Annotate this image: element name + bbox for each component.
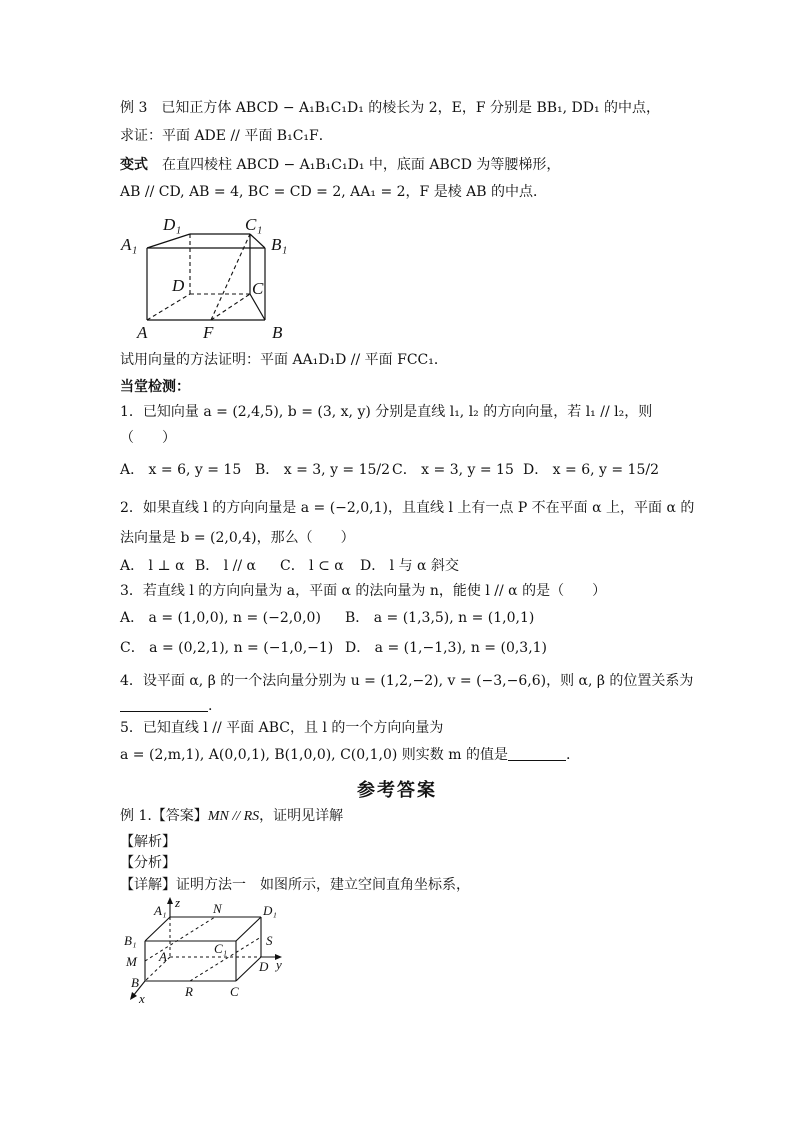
q2-option-d: D． l 与 α 斜交 (360, 558, 459, 574)
label-b1: B₁ (124, 933, 137, 948)
label-d1: D₁ (263, 903, 277, 918)
q1-option-b: B． x = 3, y = 15/2 (255, 462, 391, 478)
label-d: D (259, 959, 269, 974)
q4-answer-line (120, 696, 212, 716)
answer-ex1-suffix: ，证明见详解 (259, 808, 344, 824)
label-a: A (137, 323, 148, 342)
variant-line2: AB // CD, AB = 4, BC = CD = 2, AA₁ = 2，F 是棱 AB 的中点． (120, 184, 548, 200)
label-n: N (213, 901, 222, 916)
variant-line1 (120, 155, 560, 175)
answers-title: 参考答案 (357, 780, 437, 801)
check-heading: 当堂检测： (120, 379, 190, 395)
q5-stem2-line (120, 745, 570, 765)
variant-text: 在直四棱柱 ABCD − A₁B₁C₁D₁ 中，底面 ABCD 为等腰梯形， (148, 157, 561, 173)
label-c1: C₁ (245, 215, 263, 234)
q5-end: . (565, 747, 571, 763)
label-x: x (139, 991, 145, 1006)
q4-blank (120, 697, 208, 712)
q1-paren: （ ） (120, 430, 176, 446)
label-d1: D₁ (163, 215, 182, 234)
label-y: y (276, 957, 282, 972)
q1-option-a: A． x = 6, y = 15 (120, 462, 242, 478)
answer-detail: 【详解】证明方法一 如图所示，建立空间直角坐标系， (120, 877, 470, 893)
prism-figure (115, 208, 305, 344)
q2-option-a: A． l ⊥ α (120, 558, 185, 574)
answer-ex1 (120, 806, 343, 827)
label-a: A (159, 949, 167, 964)
z-arrowhead (167, 897, 173, 904)
edge-a-d (147, 294, 190, 320)
answer-ex1-value: MN // RS (207, 809, 260, 824)
edge-c-d (236, 957, 261, 981)
q4-stem: 4．设平面 α, β 的一个法向量分别为 u = (1,2,−2), v = (−3,−6,6)，则 α, β 的位置关系为 (120, 673, 694, 689)
q2-option-c: C． l ⊂ α (280, 558, 344, 574)
q5-stem2: a = (2,m,1), A(0,0,1), B(1,0,0), C(0,1,0) 则实数 m 的值是 (120, 747, 508, 763)
label-b: B (131, 975, 139, 990)
edge-c1-d1 (236, 917, 261, 941)
variant-line3: 试用向量的方法证明：平面 AA₁D₁D // 平面 FCC₁． (120, 352, 448, 368)
label-a1: A₁ (154, 903, 167, 918)
answer-ex1-prefix: 例 1.【答案】 (120, 808, 208, 824)
q2-stem1: 2．如果直线 l 的方向向量是 a = (−2,0,1)，且直线 l 上有一点 P 不在平面 α 上，平面 α 的 (120, 500, 695, 516)
example3-line1: 例 3 已知正方体 ABCD − A₁B₁C₁D₁ 的棱长为 2，E，F 分别是 BB₁, DD₁ 的中点， (120, 100, 661, 116)
label-r: R (185, 984, 193, 999)
q3-option-a: A． a = (1,0,0), n = (−2,0,0) (120, 610, 321, 626)
edge-c1-b1 (250, 234, 265, 248)
answer-analysis: 【解析】 (120, 834, 176, 850)
label-d: D (172, 276, 185, 295)
label-m: M (126, 954, 137, 969)
q3-option-d: D． a = (1,−1,3), n = (0,3,1) (345, 640, 548, 656)
example3-line2: 求证：平面 ADE // 平面 B₁C₁F． (120, 128, 333, 144)
label-b1: B₁ (271, 235, 288, 254)
q2-option-b: B． l // α (195, 558, 257, 574)
q1-option-d: D． x = 6, y = 15/2 (523, 462, 659, 478)
label-z: z (175, 895, 181, 910)
q4-end: . (208, 698, 213, 714)
label-c: C (230, 984, 239, 999)
q3-option-c: C． a = (0,2,1), n = (−1,0,−1) (120, 640, 334, 656)
q1-option-c: C． x = 3, y = 15 (392, 462, 514, 478)
segment-m-n (145, 917, 215, 961)
label-f: F (203, 323, 214, 342)
x-arrowhead (130, 992, 137, 1000)
label-s: S (266, 933, 273, 948)
coordinate-cuboid-figure (118, 895, 298, 1007)
label-a1: A₁ (121, 235, 138, 254)
q1-stem: 1．已知向量 a = (2,4,5), b = (3, x, y) 分别是直线 l₁, l₂ 的方向向量，若 l₁ // l₂，则 (120, 404, 653, 420)
edge-a1-d1 (147, 234, 190, 248)
q3-option-b: B． a = (1,3,5), n = (1,0,1) (345, 610, 535, 626)
q5-stem1: 5．已知直线 l // 平面 ABC，且 l 的一个方向向量为 (120, 720, 444, 736)
q5-blank (508, 746, 566, 761)
edge-b1-a1 (145, 917, 170, 941)
answer-fenxi: 【分析】 (120, 855, 176, 871)
label-c1: C₁ (214, 941, 228, 956)
q2-stem2: 法向量是 b = (2,0,4)，那么（ ） (120, 530, 355, 546)
label-b: B (272, 323, 283, 342)
variant-label: 变式 (120, 157, 148, 173)
label-c: C (252, 279, 264, 298)
q3-stem: 3．若直线 l 的方向向量为 a，平面 α 的法向量为 n，能使 l // α 的是（ ） (120, 583, 607, 599)
